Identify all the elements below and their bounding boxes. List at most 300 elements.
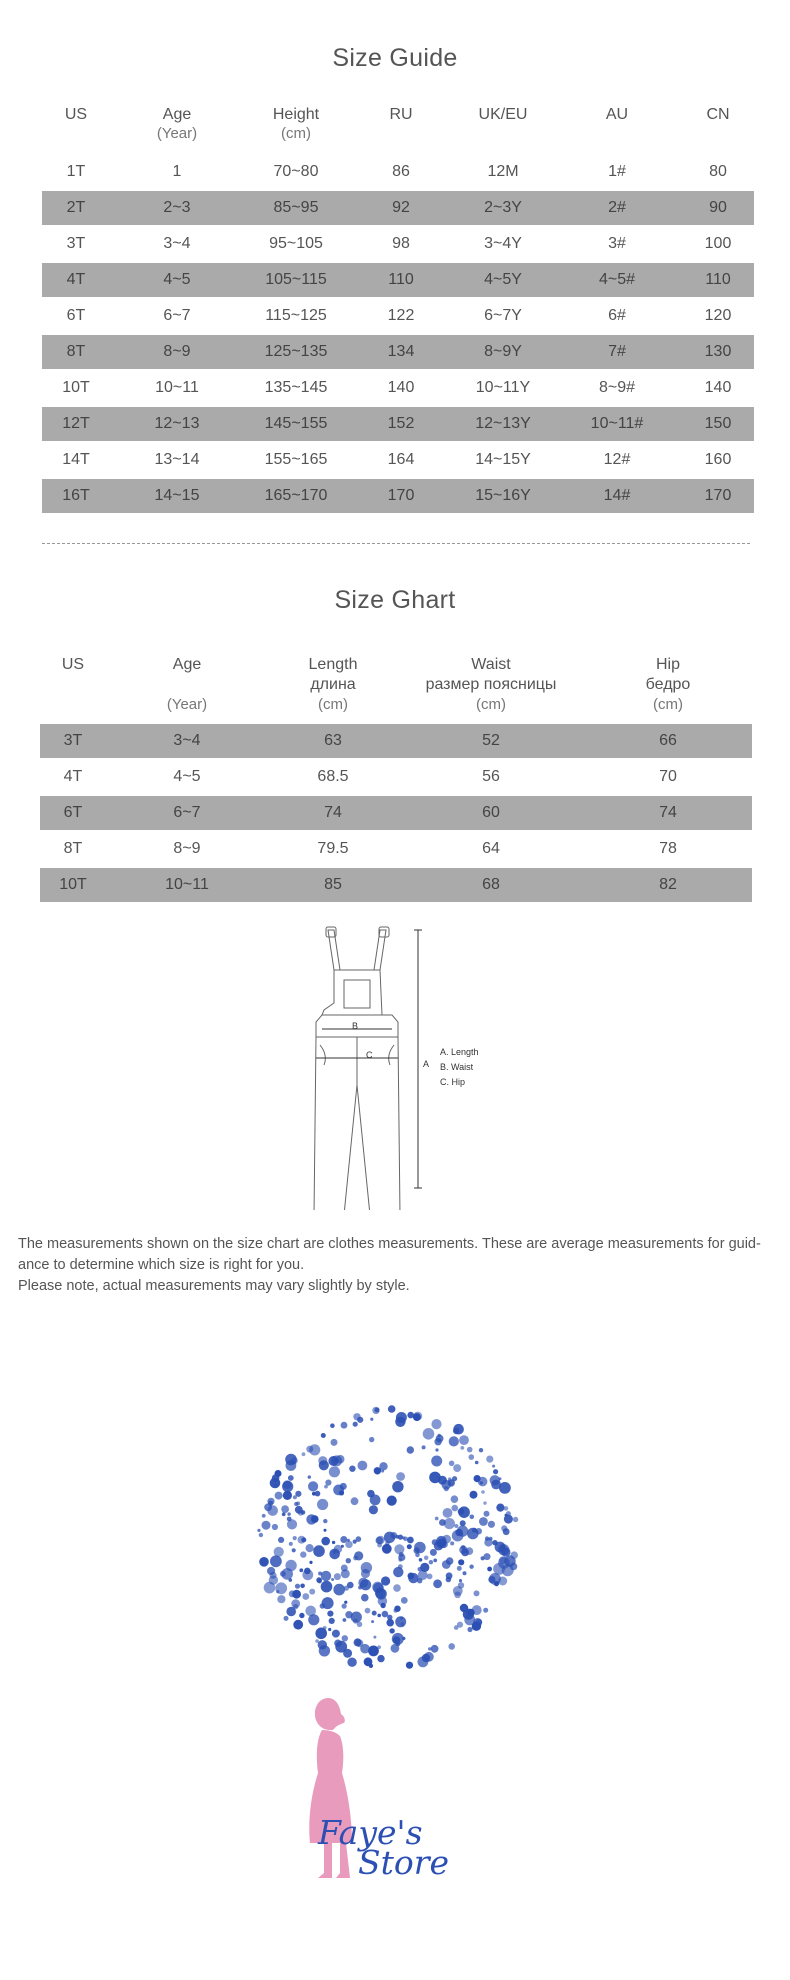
table-cell: 64 xyxy=(482,840,500,857)
bubble-dot xyxy=(358,1461,368,1471)
bubble-dot xyxy=(389,1628,394,1633)
table-cell: 82 xyxy=(659,876,677,893)
bubble-dot xyxy=(317,1499,328,1510)
bubble-dot xyxy=(360,1644,370,1654)
bubble-dot xyxy=(289,1542,293,1546)
bubble-dot xyxy=(259,1557,269,1567)
table-cell: 115~125 xyxy=(265,307,327,324)
bubble-dot xyxy=(349,1466,355,1472)
col-unit xyxy=(33,695,113,715)
bubble-dot xyxy=(354,1638,362,1646)
bubble-dot xyxy=(306,1544,314,1552)
bubble-dot xyxy=(492,1540,497,1545)
bubble-dot xyxy=(298,1536,306,1544)
bubble-dot xyxy=(257,1529,260,1532)
bubble-dot xyxy=(414,1542,426,1554)
bubble-dot xyxy=(353,1413,360,1420)
bubble-dot xyxy=(470,1491,478,1499)
table-row xyxy=(42,299,754,333)
bubble-dot xyxy=(382,1611,389,1618)
bubble-dot xyxy=(458,1582,464,1588)
size-guide-col-header xyxy=(36,105,116,124)
bubble-dot xyxy=(372,1611,377,1616)
bubble-dot xyxy=(278,1537,284,1543)
table-cell: 98 xyxy=(392,235,410,252)
bubble-dot xyxy=(476,1528,482,1534)
bubble-dot xyxy=(453,1464,461,1472)
bubble-dot xyxy=(293,1604,298,1609)
bubble-dot xyxy=(344,1601,347,1604)
table-cell: 8~9# xyxy=(598,379,636,396)
bubble-dot xyxy=(308,1475,311,1478)
bubble-dot xyxy=(341,1545,344,1548)
table-cell: 3T xyxy=(63,732,83,749)
bubble-dot xyxy=(371,1620,374,1623)
table-cell: 122 xyxy=(387,307,415,324)
bubble-dot xyxy=(373,1636,376,1639)
table-cell: 6T xyxy=(66,307,86,324)
bubble-dot xyxy=(300,1551,306,1557)
table-cell: 16T xyxy=(62,487,90,504)
bubble-dot xyxy=(372,1407,379,1414)
bubble-dot xyxy=(433,1579,442,1588)
bubble-dot xyxy=(499,1482,511,1494)
col-label: Waist xyxy=(471,656,511,673)
bubble-dot xyxy=(408,1573,415,1580)
bubble-dot xyxy=(312,1492,316,1496)
bubble-dot xyxy=(296,1502,300,1506)
table-cell: 78 xyxy=(659,840,677,857)
bubble-dot xyxy=(264,1582,276,1594)
bubble-dot xyxy=(481,1556,485,1560)
table-cell: 6~7 xyxy=(163,307,191,324)
size-chart-col-header xyxy=(273,655,393,715)
size-chart-col-header xyxy=(608,655,728,715)
bubble-dot xyxy=(342,1604,347,1609)
size-guide-col-header xyxy=(567,105,667,124)
bubble-dot xyxy=(484,1538,492,1546)
bubble-dot xyxy=(328,1456,338,1466)
bubble-dot xyxy=(320,1603,325,1608)
table-cell: 95~105 xyxy=(269,235,323,252)
bubble-dot xyxy=(422,1445,426,1449)
size-chart-col-header xyxy=(33,655,113,715)
bubble-dot xyxy=(334,1640,341,1647)
bubble-dot xyxy=(333,1584,345,1596)
table-cell: 2~3Y xyxy=(484,199,522,216)
table-row xyxy=(42,407,754,441)
table-cell: 74 xyxy=(324,804,342,821)
bubble-dot xyxy=(283,1480,292,1489)
table-row xyxy=(42,263,754,297)
table-cell: 4~5 xyxy=(173,768,201,785)
bubble-dot xyxy=(372,1582,383,1593)
bubble-dot xyxy=(419,1558,423,1562)
size-guide-col-header xyxy=(241,105,351,143)
bubble-dot xyxy=(332,1541,335,1544)
bubble-dot xyxy=(393,1567,403,1577)
size-guide-col-header xyxy=(453,105,553,124)
bubble-dot xyxy=(463,1571,467,1575)
bubble-dot xyxy=(377,1614,381,1618)
bubble-dot xyxy=(341,1565,348,1572)
table-cell: 74 xyxy=(659,804,677,821)
bubble-dot xyxy=(451,1495,459,1503)
note-line-1: The measurements shown on the size chart are clothes measurements. These are average measurements for guid-ance to determine which size is right for you. xyxy=(18,1236,761,1273)
bubble-dot xyxy=(467,1627,472,1632)
table-cell: 6T xyxy=(63,804,83,821)
table-cell: 79.5 xyxy=(317,840,349,857)
bubble-dot xyxy=(407,1412,414,1419)
table-cell: 12~13 xyxy=(154,415,200,432)
bubble-dot xyxy=(309,1444,320,1455)
bubble-dot xyxy=(483,1501,486,1504)
table-cell: 3# xyxy=(608,235,626,252)
bubble-dot xyxy=(331,1439,338,1446)
bubble-dot xyxy=(387,1496,397,1506)
bubble-dot xyxy=(299,1568,303,1572)
bubble-dot xyxy=(358,1586,362,1590)
table-row xyxy=(42,155,754,189)
bubble-dot xyxy=(504,1515,513,1524)
bubble-dot xyxy=(376,1537,384,1545)
col-unit: (cm) xyxy=(653,696,683,713)
table-cell: 15~16Y xyxy=(475,487,531,504)
legend-hip: C. Hip xyxy=(440,1077,466,1087)
table-cell: 68.5 xyxy=(317,768,349,785)
col-label: Length xyxy=(308,656,358,673)
table-cell: 145~155 xyxy=(264,415,328,432)
bubble-dot xyxy=(487,1567,492,1572)
bubble-dot xyxy=(300,1584,305,1589)
table-cell: 66 xyxy=(659,732,677,749)
table-cell: 4T xyxy=(63,768,83,785)
table-cell: 3~4 xyxy=(163,235,191,252)
table-cell: 4~5# xyxy=(598,271,636,288)
bubble-dot xyxy=(329,1618,335,1624)
bubble-dot xyxy=(369,1437,374,1442)
bubble-dot xyxy=(330,1423,335,1428)
table-cell: 56 xyxy=(482,768,500,785)
bubble-dot xyxy=(324,1529,327,1532)
bubble-dot xyxy=(393,1609,397,1613)
bubble-dot xyxy=(365,1608,371,1614)
bubble-dot xyxy=(452,1505,459,1512)
table-cell: 14# xyxy=(603,487,631,504)
legend-waist: B. Waist xyxy=(440,1062,474,1072)
table-cell: 165~170 xyxy=(264,487,328,504)
bubble-dot xyxy=(467,1447,473,1453)
bubble-dot xyxy=(334,1573,341,1580)
bubble-dot xyxy=(272,1474,280,1482)
col-label: UK/EU xyxy=(478,106,528,123)
col-unit: (Year) xyxy=(166,696,208,713)
table-cell: 70 xyxy=(659,768,677,785)
bubble-dot xyxy=(448,1643,455,1650)
bubble-dot xyxy=(353,1540,357,1544)
bubble-dot xyxy=(302,1452,306,1456)
table-row xyxy=(42,443,754,477)
bubble-dot xyxy=(353,1619,358,1624)
bubble-dot xyxy=(384,1532,395,1543)
table-cell: 2T xyxy=(66,199,86,216)
bubble-dot xyxy=(284,1616,289,1621)
bubble-dot xyxy=(302,1593,309,1600)
table-row xyxy=(40,796,752,830)
bubble-dot xyxy=(319,1645,330,1656)
bubble-dot xyxy=(283,1491,292,1500)
bubble-dot xyxy=(465,1547,473,1555)
bubble-dot xyxy=(293,1620,303,1630)
bubble-dot xyxy=(478,1477,488,1487)
bubble-dot xyxy=(501,1544,506,1549)
bubble-dot xyxy=(430,1549,437,1556)
table-cell: 10~11Y xyxy=(475,379,531,396)
bubble-dot xyxy=(431,1419,441,1429)
table-cell: 14~15 xyxy=(154,487,200,504)
label-b: B xyxy=(352,1021,359,1031)
table-cell: 110 xyxy=(388,271,414,288)
table-cell: 8T xyxy=(63,840,83,857)
table-cell: 90 xyxy=(709,199,727,216)
bubble-dot xyxy=(434,1438,441,1445)
col-label: US xyxy=(61,656,85,673)
col-label: Age xyxy=(172,656,202,673)
table-cell: 150 xyxy=(704,415,732,432)
bubble-dot xyxy=(391,1644,400,1653)
bubble-dot xyxy=(380,1603,385,1608)
bubble-dot xyxy=(423,1428,435,1440)
table-cell: 1# xyxy=(608,163,626,180)
bubble-dot xyxy=(293,1536,297,1540)
table-cell: 4~5 xyxy=(163,271,191,288)
bubble-dot xyxy=(459,1579,462,1582)
table-cell: 68 xyxy=(482,876,500,893)
table-cell: 10~11 xyxy=(155,379,199,396)
section-divider xyxy=(42,543,750,544)
bubble-dot xyxy=(377,1655,384,1662)
bubble-dot xyxy=(327,1611,333,1617)
table-cell: 14T xyxy=(62,451,90,468)
overalls-diagram xyxy=(300,925,500,1210)
table-cell: 92 xyxy=(392,199,410,216)
bubble-dot xyxy=(331,1578,334,1581)
table-row xyxy=(40,760,752,794)
bubble-dot xyxy=(429,1560,433,1564)
bubble-dot xyxy=(458,1559,464,1565)
table-cell: 63 xyxy=(324,732,342,749)
bubble-dot xyxy=(370,1418,373,1421)
bubble-dot xyxy=(429,1472,441,1484)
table-cell: 6# xyxy=(608,307,626,324)
table-cell: 120 xyxy=(704,307,732,324)
table-cell: 100 xyxy=(704,235,732,252)
bubble-dot xyxy=(435,1448,438,1451)
bubble-dot xyxy=(493,1469,498,1474)
bubble-dot xyxy=(396,1472,405,1481)
table-cell: 8~9 xyxy=(163,343,191,360)
bubble-dot xyxy=(401,1597,408,1604)
bubble-dot xyxy=(308,1481,318,1491)
bubble-dot xyxy=(398,1554,405,1561)
bubble-dot xyxy=(469,1565,473,1569)
table-cell: 134 xyxy=(387,343,415,360)
table-cell: 140 xyxy=(704,379,732,396)
col-label: Hip xyxy=(655,656,680,673)
table-cell: 10T xyxy=(59,876,87,893)
col-label: Age xyxy=(162,106,192,123)
bubble-dot xyxy=(354,1551,363,1560)
bubble-dot xyxy=(460,1446,464,1450)
bubble-dot xyxy=(452,1530,464,1542)
brand-line-2: Store xyxy=(358,1843,450,1882)
bubble-dot xyxy=(449,1436,459,1446)
table-cell: 8~9Y xyxy=(484,343,522,360)
bubble-dot xyxy=(304,1568,311,1575)
bubble-dot xyxy=(454,1524,458,1528)
bubble-dot xyxy=(398,1535,403,1540)
table-cell: 52 xyxy=(482,732,500,749)
table-cell: 3~4 xyxy=(173,732,201,749)
table-cell: 12M xyxy=(487,163,519,180)
table-cell: 152 xyxy=(387,415,415,432)
bubble-dot xyxy=(319,1460,329,1470)
col-translation xyxy=(137,675,237,695)
bubble-dot xyxy=(386,1619,394,1627)
bubble-dot xyxy=(305,1606,316,1617)
bubble-dot xyxy=(361,1594,369,1602)
table-row xyxy=(42,191,754,225)
table-cell: 12~13Y xyxy=(475,415,531,432)
bubble-dot xyxy=(309,1589,315,1595)
bubble-dot xyxy=(315,1639,319,1643)
table-cell: 4T xyxy=(66,271,86,288)
bubble-dot xyxy=(332,1630,340,1638)
label-c: C xyxy=(366,1050,373,1060)
bubble-dot xyxy=(344,1586,349,1591)
bubble-dot xyxy=(441,1541,448,1548)
bubble-dot xyxy=(443,1508,453,1518)
bubble-dot xyxy=(270,1572,277,1579)
bubble-dot xyxy=(483,1608,488,1613)
table-cell: 2~3 xyxy=(163,199,191,216)
table-row xyxy=(40,724,752,758)
bubble-dot xyxy=(486,1456,493,1463)
table-cell: 4~5Y xyxy=(484,271,522,288)
bubble-dot xyxy=(442,1560,451,1569)
bubble-dot xyxy=(475,1461,479,1465)
bubble-dot xyxy=(442,1480,452,1490)
bubble-dot xyxy=(427,1574,433,1580)
table-cell: 85~95 xyxy=(273,199,319,216)
bubble-dot xyxy=(503,1528,510,1535)
size-guide-col-header xyxy=(683,105,753,124)
table-cell: 125~135 xyxy=(264,343,328,360)
bubble-dot xyxy=(329,1549,340,1560)
bubble-dot xyxy=(476,1619,482,1625)
bubble-dot xyxy=(459,1435,469,1445)
table-row xyxy=(42,335,754,369)
bubble-dot xyxy=(346,1558,351,1563)
bubble-dot xyxy=(329,1466,340,1477)
bubble-dot xyxy=(479,1517,488,1526)
table-cell: 2# xyxy=(608,199,626,216)
table-cell: 12# xyxy=(603,451,631,468)
table-cell: 105~115 xyxy=(265,271,327,288)
bubble-dot xyxy=(328,1628,331,1631)
bubble-dot xyxy=(340,1536,347,1543)
bubble-dot xyxy=(321,1433,326,1438)
table-cell: 12T xyxy=(62,415,90,432)
bubble-dot xyxy=(469,1454,475,1460)
bubble-dot xyxy=(413,1412,422,1421)
bubble-dot xyxy=(418,1570,428,1580)
col-unit: (Year) xyxy=(156,125,198,142)
table-cell: 6~7Y xyxy=(484,307,522,324)
bubble-dot xyxy=(488,1521,495,1528)
note-line-2: Please note, actual measurements may vary slightly by style. xyxy=(18,1278,410,1294)
bubble-dot xyxy=(293,1495,297,1499)
bubble-dot xyxy=(268,1501,273,1506)
bubble-dot xyxy=(369,1664,373,1668)
table-cell: 7# xyxy=(608,343,626,360)
bubble-dot xyxy=(392,1633,404,1645)
bubble-dot xyxy=(323,1519,327,1523)
bubble-dot xyxy=(351,1497,359,1505)
bubble-dot xyxy=(484,1511,490,1517)
bubble-dot xyxy=(392,1481,403,1492)
bubble-dot xyxy=(333,1485,344,1496)
bubble-dot xyxy=(388,1405,396,1413)
bubble-dot xyxy=(474,1590,480,1596)
col-unit: (cm) xyxy=(281,125,311,142)
col-translation: бедро xyxy=(645,676,691,693)
bubble-dot xyxy=(424,1556,429,1561)
table-cell: 10~11 xyxy=(165,876,209,893)
table-cell: 155~165 xyxy=(264,451,328,468)
bubble-dot xyxy=(287,1512,290,1515)
bubble-dot xyxy=(311,1515,319,1523)
bubble-dot xyxy=(393,1584,401,1592)
table-cell: 13~14 xyxy=(154,451,200,468)
bubble-dot xyxy=(309,1561,312,1564)
bubble-dot xyxy=(287,1517,292,1522)
brand-line-1: Faye's xyxy=(318,1813,423,1852)
col-label: US xyxy=(64,106,88,123)
bubble-dot xyxy=(262,1514,266,1518)
bubble-dot xyxy=(406,1662,413,1669)
bubble-dot xyxy=(272,1524,278,1530)
bubble-dot xyxy=(285,1454,297,1466)
bubble-dot xyxy=(299,1613,304,1618)
bubble-dot xyxy=(353,1422,358,1427)
bubble-dot xyxy=(274,1547,284,1557)
bubble-dot xyxy=(450,1541,454,1545)
bubble-dot xyxy=(313,1545,325,1557)
bubble-dot xyxy=(418,1657,429,1668)
bubble-dot xyxy=(433,1559,437,1563)
bubble-dot xyxy=(498,1577,507,1586)
measurement-note xyxy=(18,1234,776,1297)
bubble-dot xyxy=(438,1434,441,1437)
bubble-dot xyxy=(446,1577,452,1583)
bubble-dot xyxy=(281,1505,289,1513)
bubble-dot xyxy=(321,1537,330,1546)
table-cell: 60 xyxy=(482,804,500,821)
bubble-dot xyxy=(288,1475,294,1481)
bubble-dot xyxy=(382,1544,392,1554)
table-cell: 164 xyxy=(387,451,415,468)
